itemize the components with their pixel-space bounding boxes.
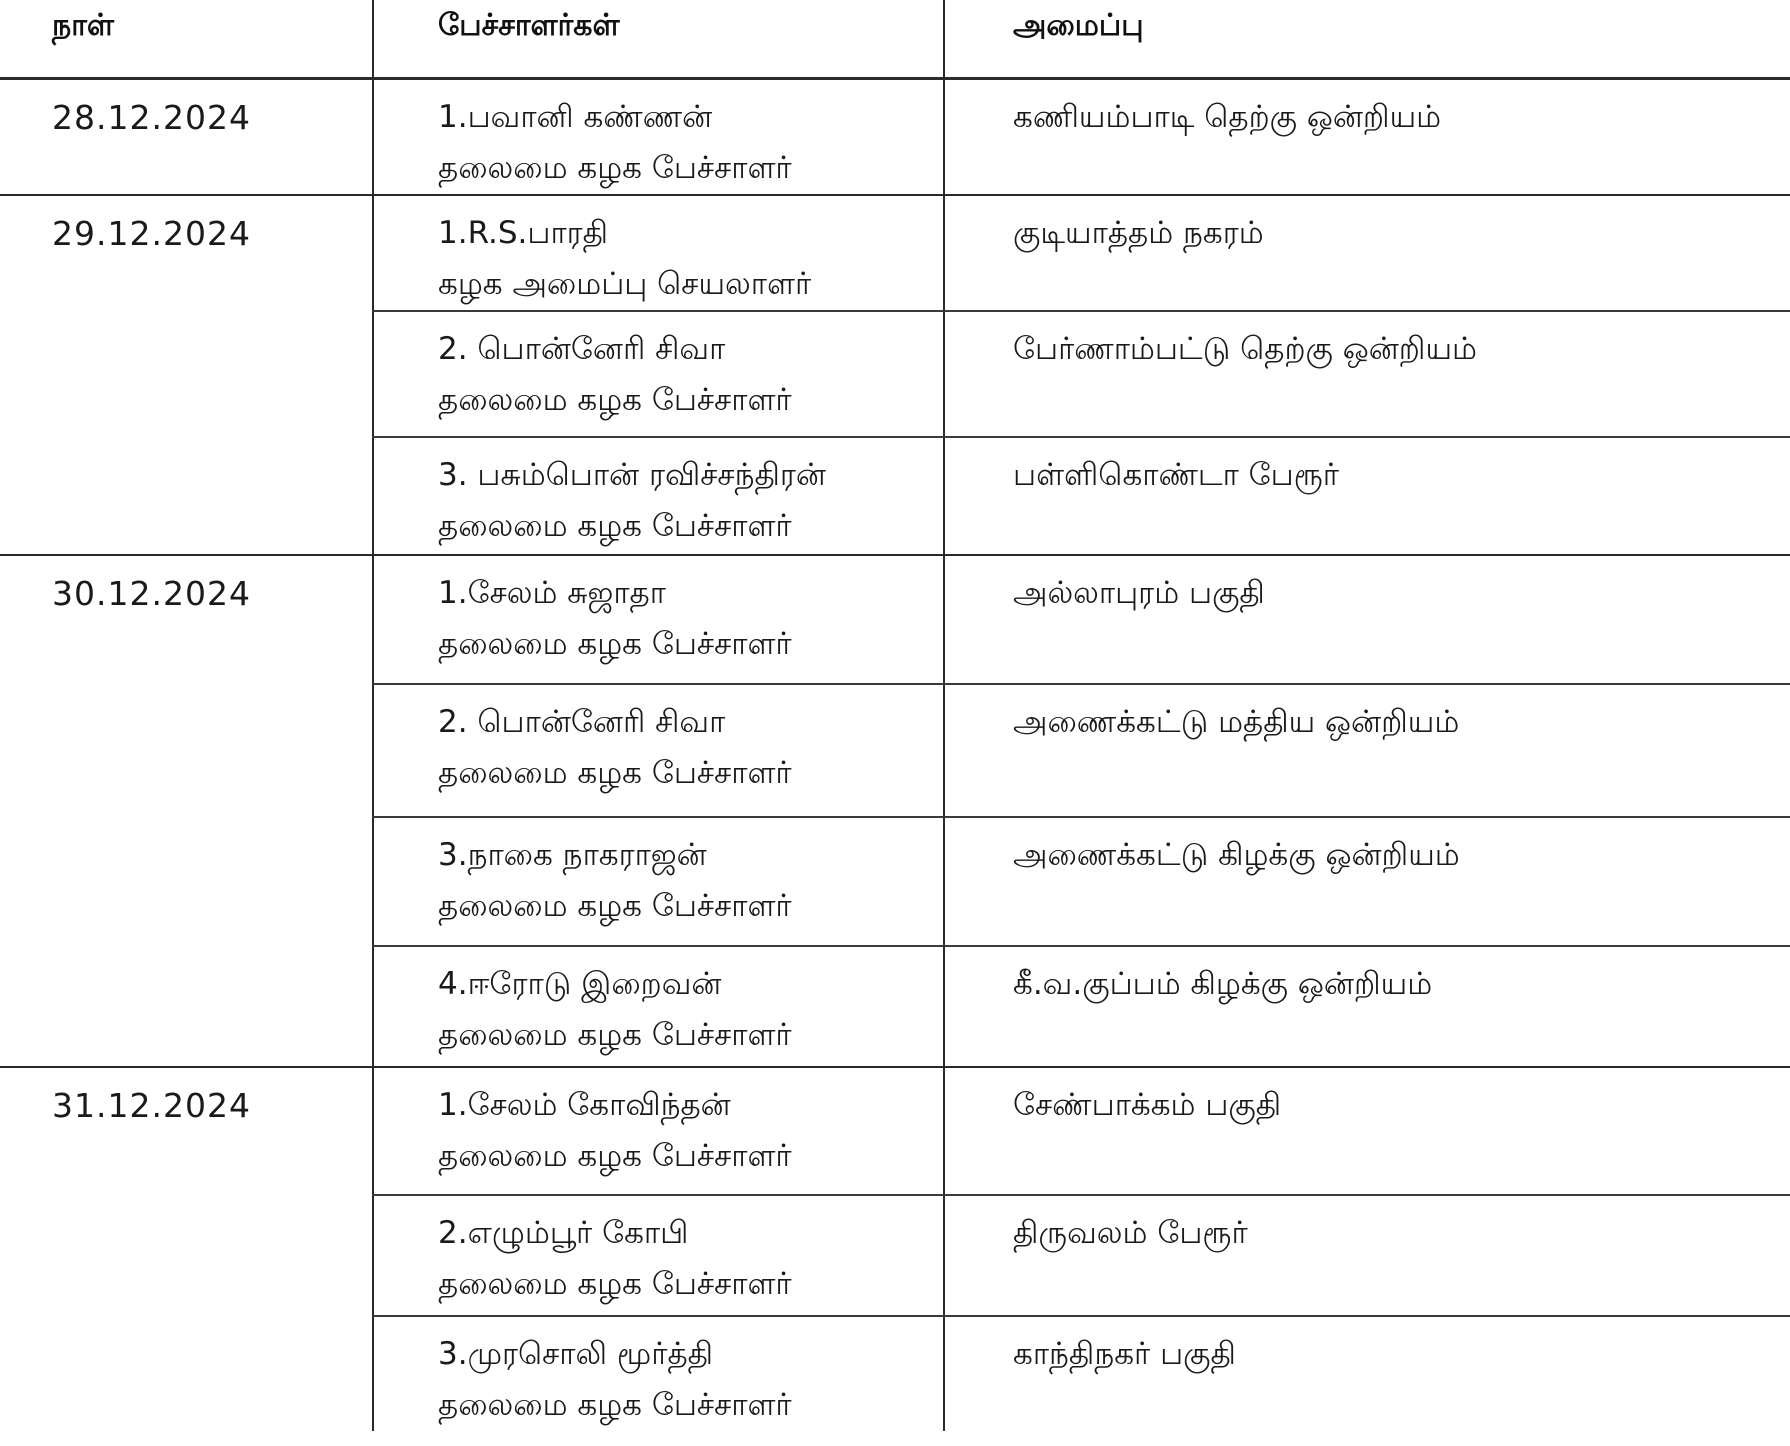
table-row xyxy=(0,195,1790,311)
speaker-cell xyxy=(373,946,944,1067)
speaker-role: தலைமை கழக பேச்சாளர் xyxy=(438,626,792,662)
speaker-cell xyxy=(373,79,944,196)
speaker-cell xyxy=(373,817,944,946)
date-cell: 30.12.2024 xyxy=(0,555,373,1067)
speaker-name: 1.R.S.பாரதி xyxy=(438,215,609,251)
header-organization: அமைப்பு xyxy=(944,0,1790,79)
speaker-role: தலைமை கழக பேச்சாளர் xyxy=(438,1387,792,1423)
date-cell: 29.12.2024 xyxy=(0,195,373,555)
speaker-name: 1.சேலம் கோவிந்தன் xyxy=(438,1087,731,1123)
speaker-cell xyxy=(373,195,944,311)
speaker-name: 2.எழும்பூர் கோபி xyxy=(438,1215,689,1251)
header-row xyxy=(0,0,1790,79)
speaker-cell xyxy=(373,311,944,437)
speaker-cell xyxy=(373,437,944,555)
organization-cell: காந்திநகர் பகுதி xyxy=(944,1316,1790,1431)
organization-cell: கணியம்பாடி தெற்கு ஒன்றியம் xyxy=(944,79,1790,196)
organization-cell: பள்ளிகொண்டா பேரூர் xyxy=(944,437,1790,555)
speaker-role: தலைமை கழக பேச்சாளர் xyxy=(438,1138,792,1174)
speaker-name: 4.ஈரோடு இறைவன் xyxy=(438,966,722,1002)
date-cell: 31.12.2024 xyxy=(52,1086,251,1125)
speaker-role: தலைமை கழக பேச்சாளர் xyxy=(438,1017,792,1053)
speaker-name: 2. பொன்னேரி சிவா xyxy=(438,331,726,367)
speaker-name: 3.முரசொலி மூர்த்தி xyxy=(438,1336,714,1372)
organization-cell: கீ.வ.குப்பம் கிழக்கு ஒன்றியம் xyxy=(944,946,1790,1067)
header-date: நாள் xyxy=(0,0,373,79)
speaker-name: 1.பவானி கண்ணன் xyxy=(438,99,713,135)
organization-cell: சேண்பாக்கம் பகுதி xyxy=(944,1067,1790,1195)
organization-cell: குடியாத்தம் நகரம் xyxy=(944,195,1790,311)
speaker-role: தலைமை கழக பேச்சாளர் xyxy=(438,755,792,791)
table-row xyxy=(0,555,1790,684)
speaker-name: 2. பொன்னேரி சிவா xyxy=(438,704,726,740)
organization-cell: அணைக்கட்டு கிழக்கு ஒன்றியம் xyxy=(944,817,1790,946)
speaker-name: 3.நாகை நாகராஜன் xyxy=(438,837,707,873)
speaker-role: தலைமை கழக பேச்சாளர் xyxy=(438,150,792,186)
speaker-role: தலைமை கழக பேச்சாளர் xyxy=(438,1266,792,1302)
speaker-role: தலைமை கழக பேச்சாளர் xyxy=(438,382,792,418)
speaker-cell xyxy=(373,1316,944,1431)
organization-cell: அல்லாபுரம் பகுதி xyxy=(944,555,1790,684)
table-row xyxy=(0,79,1790,196)
speaker-role: தலைமை கழக பேச்சாளர் xyxy=(438,508,792,544)
table-row xyxy=(0,1067,1790,1195)
speaker-role: கழக அமைப்பு செயலாளர் xyxy=(438,266,812,302)
organization-cell: பேர்ணாம்பட்டு தெற்கு ஒன்றியம் xyxy=(944,311,1790,437)
speaker-cell xyxy=(373,684,944,817)
speaker-name: 3. பசும்பொன் ரவிச்சந்திரன் xyxy=(438,457,826,493)
header-speakers: பேச்சாளர்கள் xyxy=(373,0,944,79)
organization-cell: அணைக்கட்டு மத்திய ஒன்றியம் xyxy=(944,684,1790,817)
date-cell: 28.12.2024 xyxy=(0,79,373,196)
speaker-cell xyxy=(373,1067,944,1195)
speaker-role: தலைமை கழக பேச்சாளர் xyxy=(438,888,792,924)
organization-cell: திருவலம் பேரூர் xyxy=(944,1195,1790,1316)
speaker-cell xyxy=(373,1195,944,1316)
speaker-cell xyxy=(373,555,944,684)
speaker-name: 1.சேலம் சுஜாதா xyxy=(438,575,666,611)
